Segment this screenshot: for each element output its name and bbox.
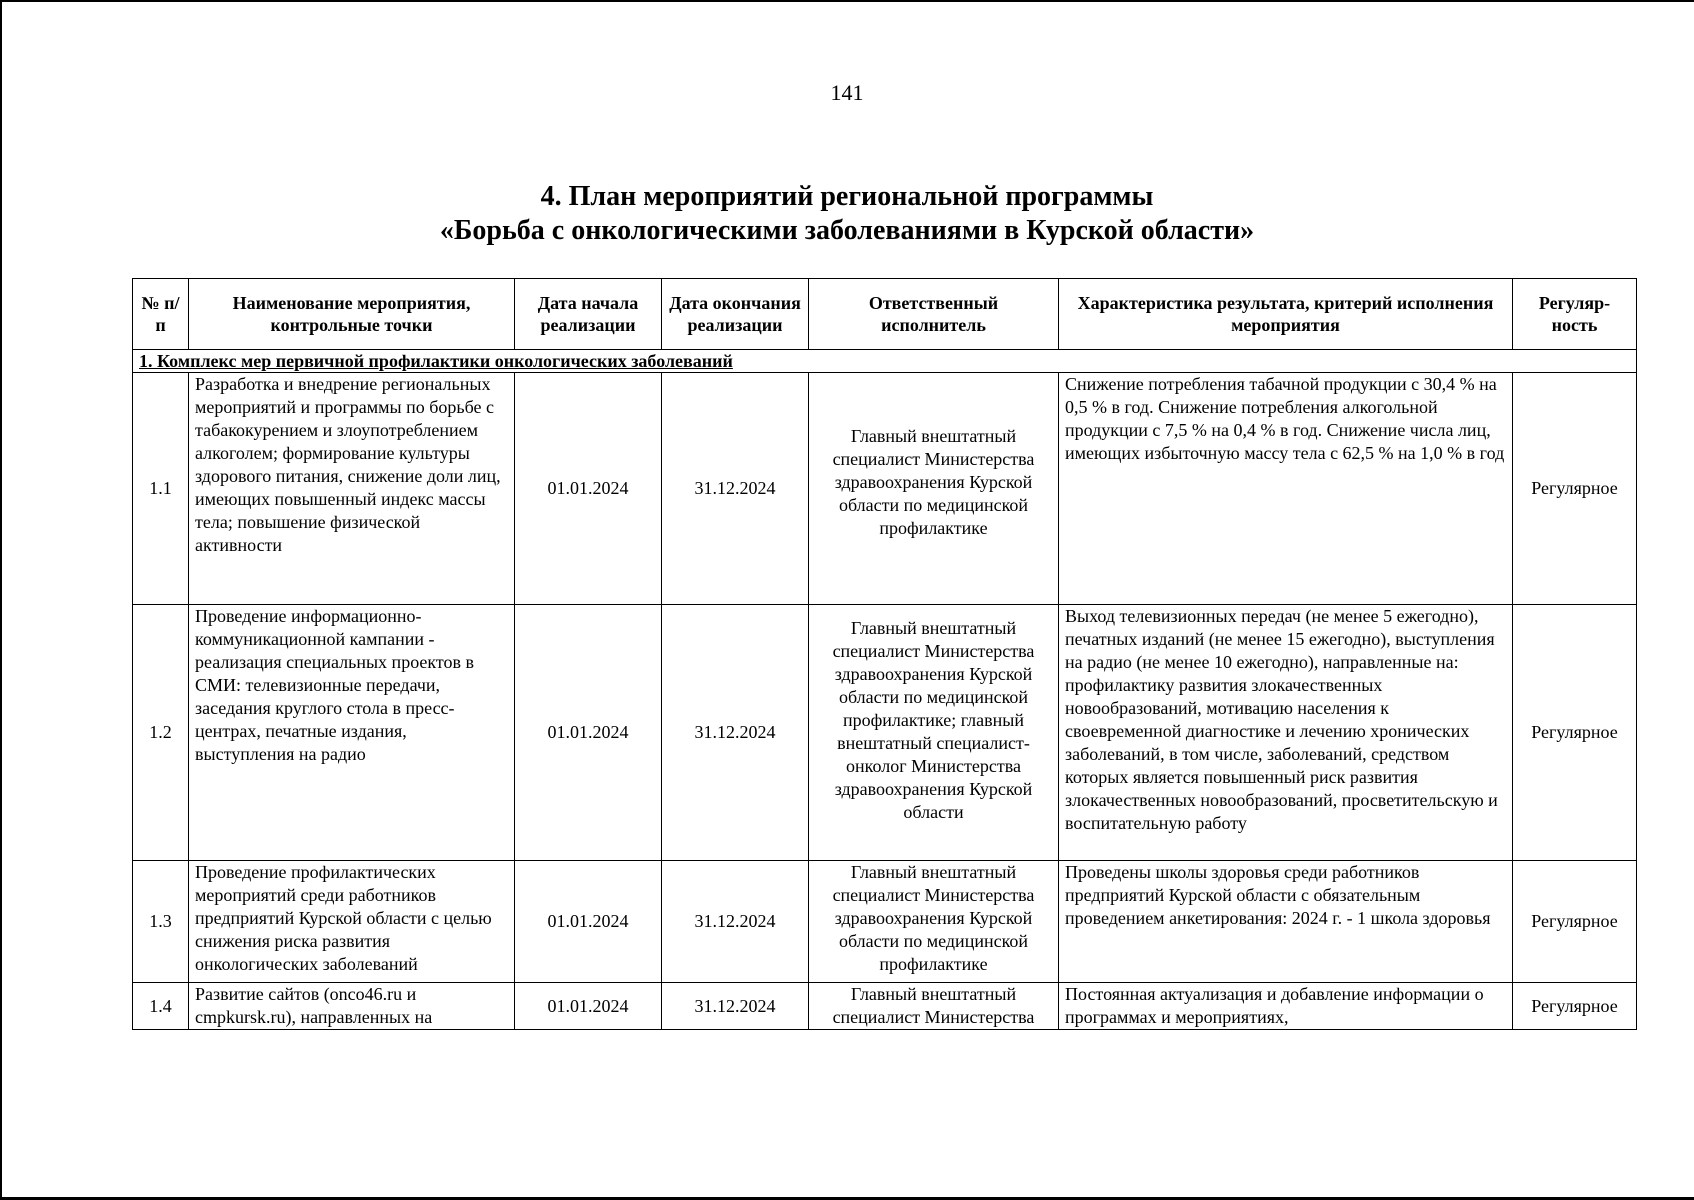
row-name-text: Развитие сайтов (onco46.ru и cmpkursk.ru), направленных на	[195, 984, 433, 1027]
row-responsible-text: Главный внештатный специалист Министерства	[832, 984, 1035, 1027]
row-result	[1059, 605, 1513, 861]
table-header-row	[133, 279, 1637, 350]
row-responsible	[809, 373, 1059, 605]
header-start-date: Дата начала реализации	[515, 279, 662, 350]
row-responsible	[809, 861, 1059, 983]
row-result-text: Проведены школы здоровья среди работников предприятий Курской области с обязательным проведением анкетирования: 2024 г. - 1 школа здоровья	[1065, 862, 1491, 928]
row-name-text: Разработка и внедрение региональных мероприятий и программы по борьбе с табакокурением и злоупотреблением алкоголем; формирование культуры здорового питания, снижение доли лиц, имеющих повышенный индекс массы тела; повышение физической активности	[195, 374, 501, 555]
header-responsible: Ответственный исполнитель	[809, 279, 1059, 350]
row-result-text: Снижение потребления табачной продукции с 30,4 % на 0,5 % в год. Снижение потребления алкогольной продукции с 7,5 % на 0,4 % в год. Снижение числа лиц, имеющих избыточную массу тела с 62,5 % на 1,0 % в год	[1065, 374, 1505, 463]
table-row	[133, 373, 1637, 605]
row-result-text: Выход телевизионных передач (не менее 5 ежегодно), печатных изданий (не менее 15 ежегодно), выступления на радио (не менее 10 ежегодно), направленные на: профилактику развития злокачественных новообразований, мотивацию населения к своевременной диагностике и лечению хронических заболеваний, в том числе, заболеваний, средством которых является повышенный риск развития злокачественных новообразований, просветительскую и воспитательную работу	[1065, 606, 1498, 833]
row-name	[189, 373, 515, 605]
row-name	[189, 983, 515, 1030]
row-name	[189, 861, 515, 983]
row-responsible-text: Главный внештатный специалист Министерства здравоохранения Курской области по медицинской профилактике	[832, 862, 1035, 974]
row-frequency: Регулярное	[1513, 373, 1637, 605]
row-responsible	[809, 605, 1059, 861]
section-row	[133, 350, 1637, 373]
row-name-text: Проведение профилактических мероприятий среди работников предприятий Курской области с целью снижения риска развития онкологических заболеваний	[195, 862, 492, 974]
header-num: № п/п	[133, 279, 189, 350]
table-row	[133, 983, 1637, 1030]
title-line-1: 4. План мероприятий региональной программы	[540, 181, 1154, 212]
table-row	[133, 861, 1637, 983]
page-number: 141	[830, 80, 864, 105]
title-line-2: «Борьба с онкологическими заболеваниями в Курской области»	[439, 215, 1255, 246]
row-start-date: 01.01.2024	[515, 605, 662, 861]
row-end-date: 31.12.2024	[662, 605, 809, 861]
header-frequency: Регуляр-ность	[1513, 279, 1637, 350]
row-num: 1.3	[133, 861, 189, 983]
header-end-date: Дата окончания реализации	[662, 279, 809, 350]
table-row	[133, 605, 1637, 861]
row-num: 1.1	[133, 373, 189, 605]
row-end-date: 31.12.2024	[662, 983, 809, 1030]
header-result: Характеристика результата, критерий исполнения мероприятия	[1059, 279, 1513, 350]
row-name	[189, 605, 515, 861]
row-responsible-text: Главный внештатный специалист Министерства здравоохранения Курской области по медицинской профилактике; главный внештатный специалист-онколог Министерства здравоохранения Курской области	[832, 618, 1035, 822]
header-name: Наименование мероприятия, контрольные точки	[189, 279, 515, 350]
row-frequency: Регулярное	[1513, 861, 1637, 983]
row-name-text: Проведение информационно-коммуникационной кампании - реализация специальных проектов в СМИ: телевизионные передачи, заседания круглого стола в пресс-центрах, печатные издания, выступления на радио	[195, 606, 475, 764]
action-plan-table	[132, 278, 1637, 1030]
row-responsible	[809, 983, 1059, 1030]
row-frequency: Регулярное	[1513, 983, 1637, 1030]
row-result	[1059, 983, 1513, 1030]
row-start-date: 01.01.2024	[515, 983, 662, 1030]
section-title: 1. Комплекс мер первичной профилактики онкологических заболеваний	[133, 350, 1637, 373]
scan-border-top	[0, 0, 1694, 2]
document-title	[0, 180, 1694, 248]
row-result	[1059, 373, 1513, 605]
row-result	[1059, 861, 1513, 983]
row-result-text: Постоянная актуализация и добавление информации о программах и мероприятиях,	[1065, 984, 1484, 1027]
row-end-date: 31.12.2024	[662, 861, 809, 983]
row-frequency: Регулярное	[1513, 605, 1637, 861]
row-num: 1.2	[133, 605, 189, 861]
row-start-date: 01.01.2024	[515, 373, 662, 605]
row-responsible-text: Главный внештатный специалист Министерства здравоохранения Курской области по медицинской профилактике	[832, 426, 1035, 538]
row-end-date: 31.12.2024	[662, 373, 809, 605]
row-num: 1.4	[133, 983, 189, 1030]
row-start-date: 01.01.2024	[515, 861, 662, 983]
